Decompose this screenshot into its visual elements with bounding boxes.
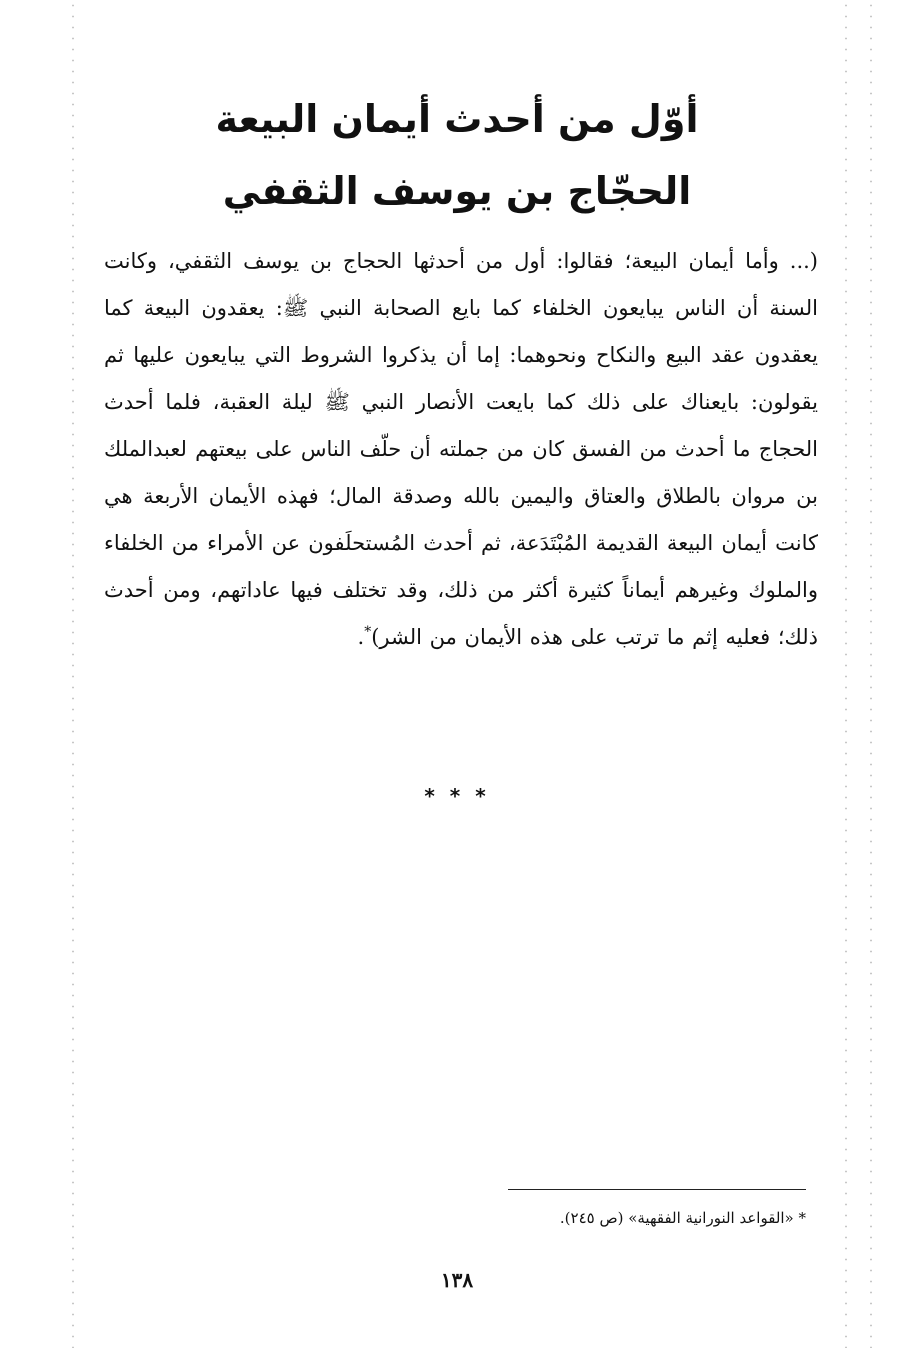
scan-edge-dots-right-outer — [870, 0, 872, 1348]
footnote-reference-mark: * — [364, 624, 372, 640]
footnote: * «القواعد النورانية الفقهية» (ص ٢٤٥). — [559, 1209, 806, 1227]
scan-edge-dots-left — [72, 0, 74, 1348]
page-number: ١٣٨ — [440, 1268, 474, 1292]
body-text-content: (... وأما أيمان البيعة؛ فقالوا: أول من أحدثها الحجاج بن يوسف الثقفي، وكانت السنة أن الناس يبايعون الخلفاء كما بايع الصحابة النبي ﷺ: يعقدون البيعة كما يعقدون عقد البيع والنكاح ونحوهما: إما أن يذكروا الشروط التي يبايعون عليها ثم يقولون: بايعناك على ذلك كما بايعت الأنصار النبي ﷺ ليلة العقبة، فلما أحدث الحجاج ما أحدث من الفسق كان من جملته أن حلّف الناس على بيعتهم لعبدالملك بن مروان بالطلاق والعتاق واليمين بالله وصدقة المال؛ فهذه الأيمان الأربعة هي كانت أيمان البيعة القديمة المُبْتَدَعة، ثم أحدث المُستحلَفون عن الأمراء من الخلفاء والملوك وغيرهم أيماناً كثيرة أكثر من ذلك، وقد تختلف فيها عاداتهم، ومن أحدث ذلك؛ فعليه إثم ما ترتب على هذه الأيمان من الشر) — [104, 249, 818, 649]
body-paragraph: (... وأما أيمان البيعة؛ فقالوا: أول من أحدثها الحجاج بن يوسف الثقفي، وكانت السنة أن الناس يبايعون الخلفاء كما بايع الصحابة النبي ﷺ: يعقدون البيعة كما يعقدون عقد البيع والنكاح ونحوهما: إما أن يذكروا الشروط التي يبايعون عليها ثم يقولون: بايعناك على ذلك كما بايعت الأنصار النبي ﷺ ليلة العقبة، فلما أحدث الحجاج ما أحدث من الفسق كان من جملته أن حلّف الناس على بيعتهم لعبدالملك بن مروان بالطلاق والعتاق واليمين بالله وصدقة المال؛ فهذه الأيمان الأربعة هي كانت أيمان البيعة القديمة المُبْتَدَعة، ثم أحدث المُستحلَفون عن الأمراء من الخلفاء والملوك وغيرهم أيماناً كثيرة أكثر من ذلك، وقد تختلف فيها عاداتهم، ومن أحدث ذلك؛ فعليه إثم ما ترتب على هذه الأيمان من الشر)*. — [104, 249, 818, 649]
footnote-divider — [508, 1189, 806, 1190]
chapter-title-line-2: الحجّاج بن يوسف الثقفي — [222, 169, 692, 213]
scan-edge-dots-right-inner — [845, 0, 847, 1348]
section-separator: * * * — [424, 784, 490, 808]
chapter-title-line-1: أوّل من أحدث أيمان البيعة — [215, 97, 699, 141]
